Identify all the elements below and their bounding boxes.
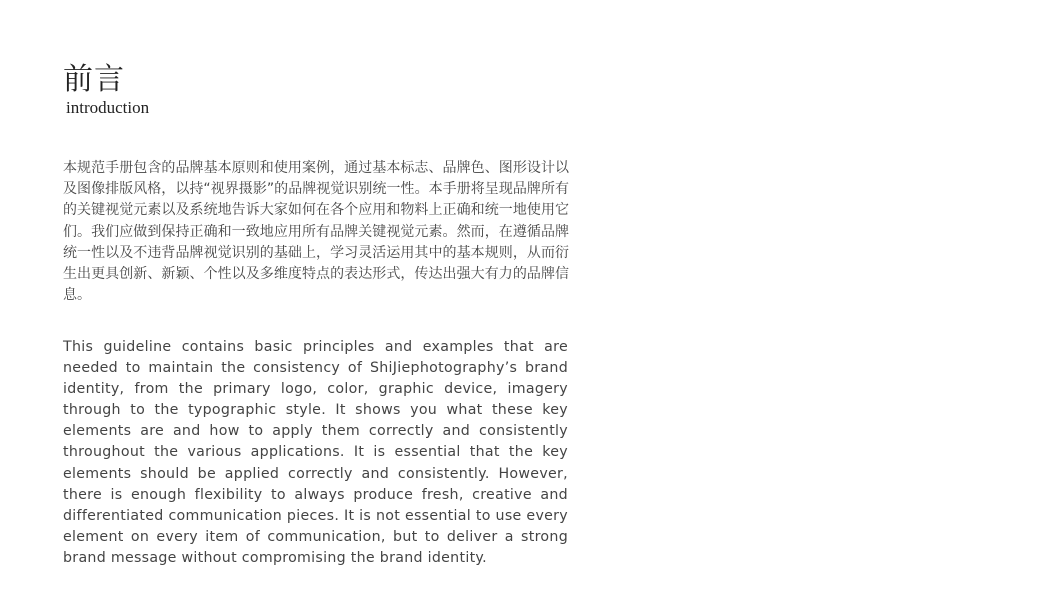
title-block xyxy=(63,62,363,118)
page-subtitle: introduction xyxy=(66,98,150,117)
page-title: 前言 xyxy=(63,62,125,97)
intro-paragraph-chinese: 本规范手册包含的品牌基本原则和使用案例，通过基本标志、品牌色、图形设计以及图像排版风格，以持“视界摄影”的品牌视觉识别统一性。本手册将呈现品牌所有的关键视觉元素以及系统地告诉大家如何在各个应用和物料上正确和统一地使用它们。我们应做到保持正确和一致地应用所有品牌关键视觉元素。然而，在遵循品牌统一性以及不违背品牌视觉识别的基础上，学习灵活运用其中的基本规则，从而衍生出更具创新、新颖、个性以及多维度特点的表达形式，传达出强大有力的品牌信息。 xyxy=(63,160,569,304)
intro-paragraph-english: This guideline contains basic principles and examples that are needed to maintain the consistency of ShiJiephotography’s brand identity, from the primary logo, color, graphic device, imagery through to the typographic style. It shows you what these key elements are and how to apply them correctly and consistently throughout the various applications. It is essential that the key elements should be applied correctly and consistently. However, there is enough flexibility to always produce fresh, creative and differentiated communication pieces. It is not essential to use every element on every item of communication, but to deliver a strong brand message without compromising the brand identity. xyxy=(63,339,568,566)
